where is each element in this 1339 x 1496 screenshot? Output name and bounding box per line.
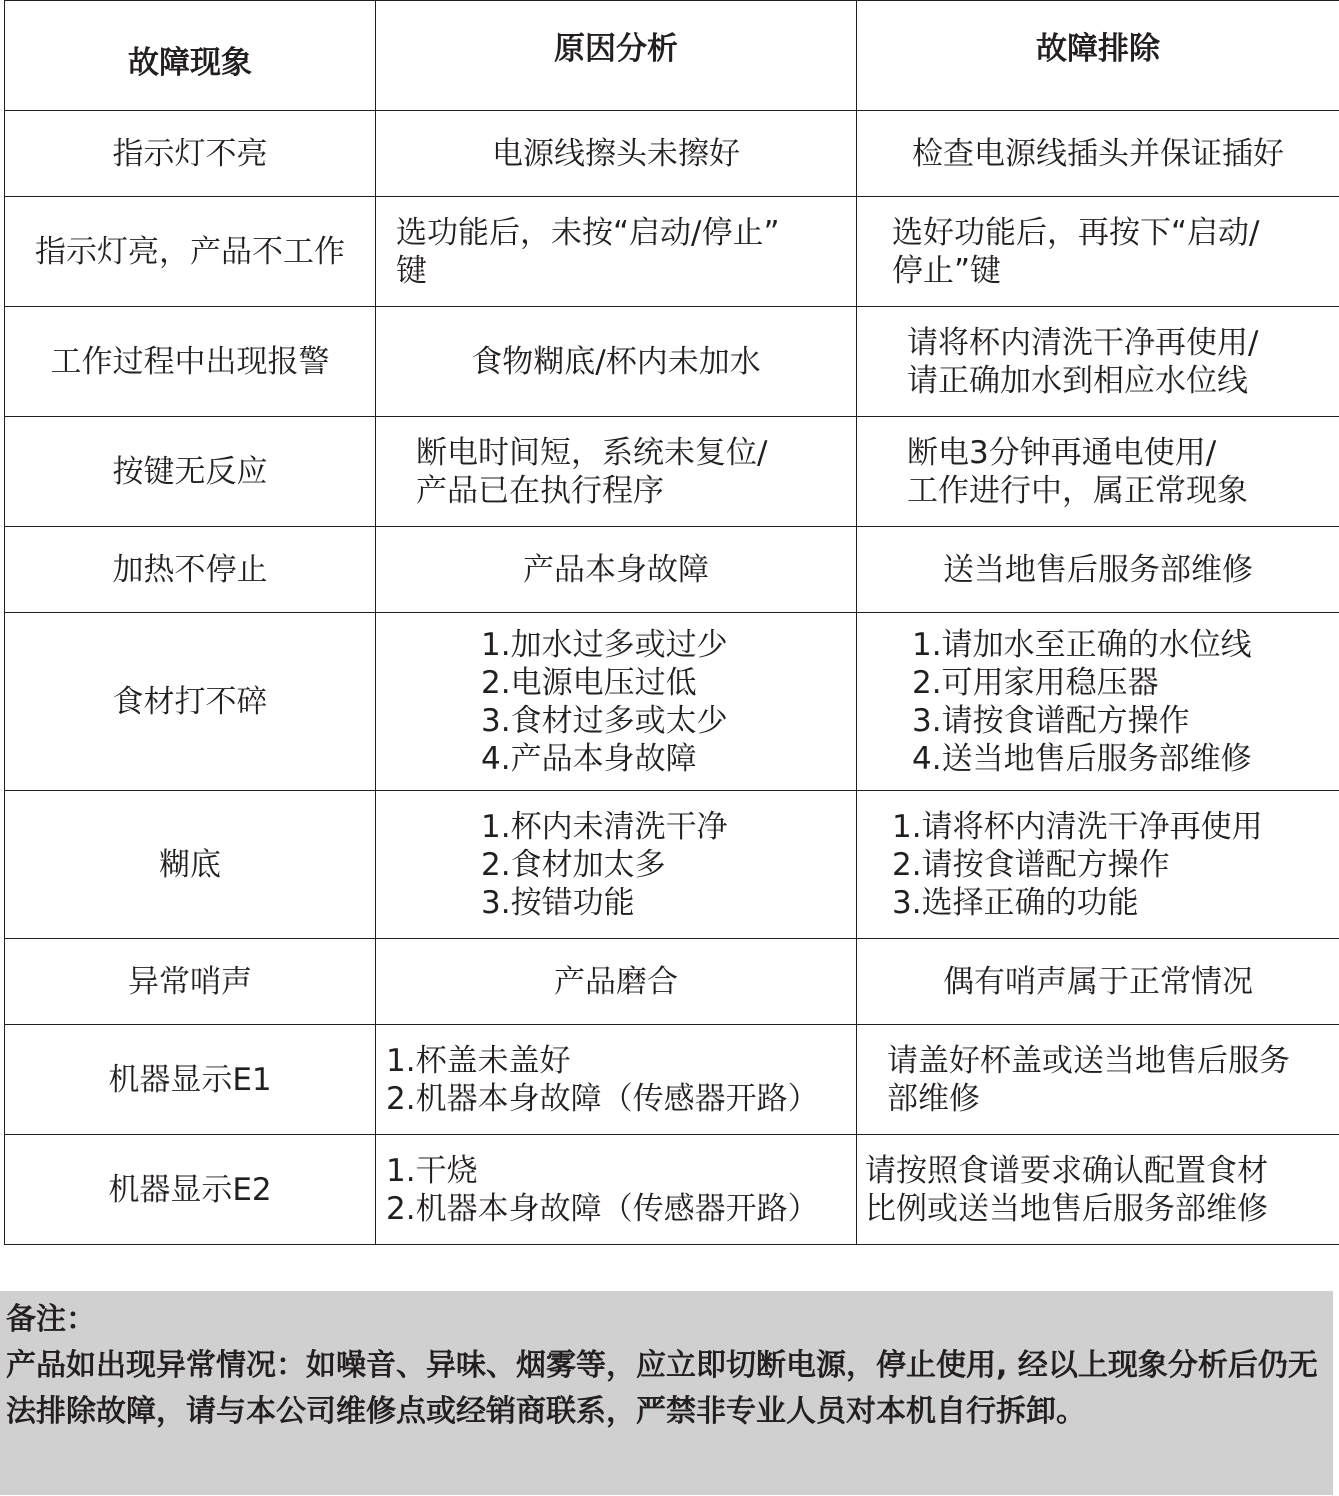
table-row bbox=[5, 1135, 1339, 1245]
cause-cell: 断电时间短，系统未复位/ 产品已在执行程序 bbox=[376, 417, 857, 527]
cause-cell: 1.干烧 2.机器本身故障（传感器开路） bbox=[376, 1135, 857, 1245]
solution-cell: 请按照食谱要求确认配置食材 比例或送当地售后服务部维修 bbox=[857, 1135, 1339, 1245]
cause-cell: 产品本身故障 bbox=[376, 527, 857, 613]
solution-cell: 送当地售后服务部维修 bbox=[857, 527, 1339, 613]
cause-cell: 产品磨合 bbox=[376, 939, 857, 1025]
solution-cell: 1.请加水至正确的水位线 2.可用家用稳压器 3.请按食谱配方操作 4.送当地售后服务部维修 bbox=[857, 613, 1339, 791]
symptom-cell: 食材打不碎 bbox=[5, 613, 376, 791]
symptom-cell: 异常哨声 bbox=[5, 939, 376, 1025]
symptom-cell: 指示灯亮，产品不工作 bbox=[5, 197, 376, 307]
solution-cell: 选好功能后，再按下“启动/ 停止”键 bbox=[857, 197, 1339, 307]
solution-cell: 1.请将杯内清洗干净再使用 2.请按食谱配方操作 3.选择正确的功能 bbox=[857, 791, 1339, 939]
cause-cell: 1.加水过多或过少 2.电源电压过低 3.食材过多或太少 4.产品本身故障 bbox=[376, 613, 857, 791]
header-symptom: 故障现象 bbox=[5, 1, 376, 111]
table-row bbox=[5, 111, 1339, 197]
table-row bbox=[5, 307, 1339, 417]
remarks-title: 备注： bbox=[6, 1302, 96, 1337]
symptom-cell: 按键无反应 bbox=[5, 417, 376, 527]
table-row bbox=[5, 417, 1339, 527]
solution-cell: 断电3分钟再通电使用/ 工作进行中，属正常现象 bbox=[857, 417, 1339, 527]
cause-cell: 1.杯盖未盖好 2.机器本身故障（传感器开路） bbox=[376, 1025, 857, 1135]
troubleshooting-table bbox=[4, 0, 1339, 1245]
cause-cell: 食物糊底/杯内未加水 bbox=[376, 307, 857, 417]
table-row bbox=[5, 1025, 1339, 1135]
solution-cell: 请盖好杯盖或送当地售后服务 部维修 bbox=[857, 1025, 1339, 1135]
symptom-cell: 糊底 bbox=[5, 791, 376, 939]
symptom-cell: 加热不停止 bbox=[5, 527, 376, 613]
symptom-cell: 工作过程中出现报警 bbox=[5, 307, 376, 417]
symptom-cell: 机器显示E1 bbox=[5, 1025, 376, 1135]
symptom-cell: 机器显示E2 bbox=[5, 1135, 376, 1245]
cause-cell: 电源线擦头未擦好 bbox=[376, 111, 857, 197]
symptom-cell: 指示灯不亮 bbox=[5, 111, 376, 197]
cause-cell: 选功能后，未按“启动/停止” 键 bbox=[376, 197, 857, 307]
solution-cell: 检查电源线插头并保证插好 bbox=[857, 111, 1339, 197]
solution-cell: 请将杯内清洗干净再使用/ 请正确加水到相应水位线 bbox=[857, 307, 1339, 417]
table-row bbox=[5, 197, 1339, 307]
table-row bbox=[5, 527, 1339, 613]
table-row bbox=[5, 613, 1339, 791]
table-row bbox=[5, 939, 1339, 1025]
header-cause: 原因分析 bbox=[376, 1, 857, 111]
remarks-body: 产品如出现异常情况：如噪音、异味、烟雾等，应立即切断电源，停止使用, 经以上现象分析后仍无法排除故障，请与本公司维修点或经销商联系，严禁非专业人员对本机自行拆卸。 bbox=[6, 1348, 1318, 1429]
table-row bbox=[5, 791, 1339, 939]
cause-cell: 1.杯内未清洗干净 2.食材加太多 3.按错功能 bbox=[376, 791, 857, 939]
solution-cell: 偶有哨声属于正常情况 bbox=[857, 939, 1339, 1025]
remarks-box bbox=[0, 1291, 1333, 1495]
header-solution: 故障排除 bbox=[857, 1, 1339, 111]
table-header-row bbox=[5, 1, 1339, 111]
